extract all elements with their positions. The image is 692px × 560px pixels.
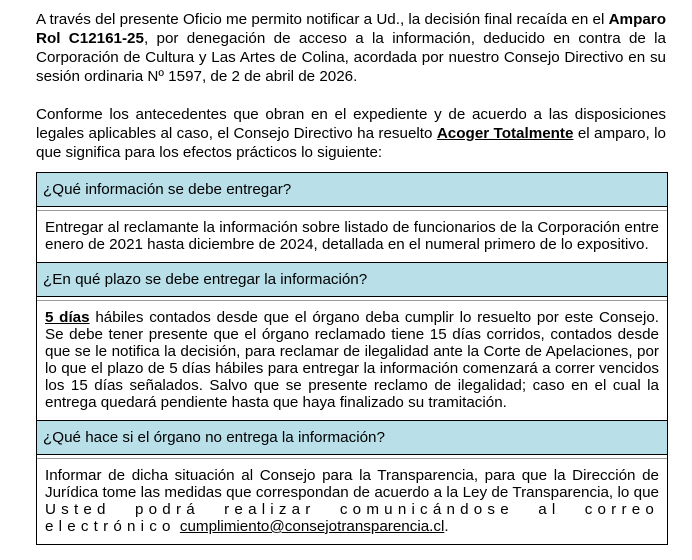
answer-text: hábiles contados desde que el órgano deba cumplir lo resuelto por este Consejo. Se debe tener presente que el órgano reclamado tiene 15 días corridos, contados desde que se le notifica la decisión, para reclamar de ilegalidad ante la Corte de Apelaciones, por lo que el plazo de 5 días hábiles para entregar la información comenzará a correr vencidos los 15 días señalados. Salvo que se presente reclamo de ilegalidad; caso en el cual la entrega quedará pendiente hasta que haya finalizado su tramitación.	[45, 309, 659, 411]
answer-text: .	[444, 518, 449, 535]
email-link[interactable]: cumplimiento@consejotransparencia.cl	[179, 518, 445, 535]
question-text: ¿Qué hace si el órgano no entrega la información?	[43, 429, 385, 446]
decision-label: Acoger Totalmente	[436, 125, 574, 142]
question-row	[37, 172, 667, 207]
question-text: ¿Qué información se debe entregar?	[43, 181, 292, 198]
decision-table	[36, 172, 668, 545]
question-text: ¿En qué plazo se debe entregar la información?	[43, 271, 368, 288]
deadline-days: 5 días	[45, 309, 90, 326]
answer-row	[37, 210, 667, 262]
answer-text-spaced: Usted podrá realizar comunicándose al correo electrónico	[45, 501, 659, 535]
intro-text: , por denegación de acceso a la información, deducido en contra de la Corporación de Cultura y Las Artes de Colina, acordada por nuestro Consejo Directivo en su sesión ordinaria Nº 1597, de 2 de abril de 2026.	[36, 30, 666, 85]
answer-text: Entregar al reclamante la información sobre listado de funcionarios de la Corporación entre enero de 2021 hasta diciembre de 2024, detallada en el numeral primero de lo expositivo.	[45, 219, 659, 253]
intro-paragraph-2	[36, 105, 666, 162]
intro-text: el amparo, lo que significa para los efectos prácticos lo siguiente:	[36, 125, 666, 161]
question-row	[37, 262, 667, 297]
answer-text: Informar de dicha situación al Consejo para la Transparencia, para que la Dirección de Jurídica tome las medidas que correspondan de acuerdo a la Ley de Transparencia, lo que	[45, 467, 659, 501]
document-page	[36, 10, 666, 545]
intro-text: A través del presente Oficio me permito notificar a Ud., la decisión final recaída en el	[36, 11, 605, 28]
question-row	[37, 420, 667, 455]
answer-row	[37, 300, 667, 420]
intro-text: Conforme los antecedentes que obran en el expediente y de acuerdo a las disposiciones legales aplicables al caso, el Consejo Directivo ha resuelto	[36, 106, 666, 142]
case-number: Amparo Rol C12161-25	[36, 11, 666, 47]
intro-paragraph-1	[36, 10, 666, 86]
answer-row	[37, 458, 667, 545]
